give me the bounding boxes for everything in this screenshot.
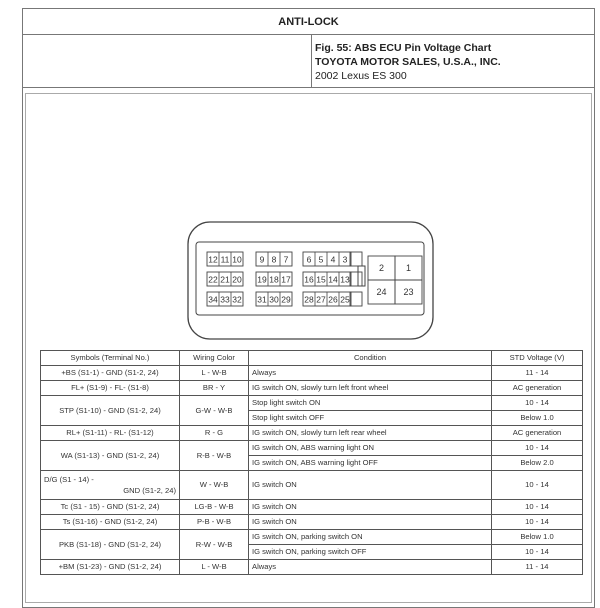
table-row: [41, 471, 583, 500]
condition-cell: IG switch ON, parking switch OFF: [249, 545, 492, 560]
symbol-cell: Tc (S1 - 15) - GND (S1-2, 24): [41, 500, 180, 515]
wiring-cell: G-W - W-B: [180, 396, 249, 426]
pin-number: 20: [232, 274, 242, 285]
condition-cell: IG switch ON: [249, 500, 492, 515]
condition-cell: IG switch ON, parking switch ON: [249, 530, 492, 545]
pin-number: 24: [376, 287, 387, 297]
pin-number: 8: [271, 254, 277, 265]
condition-cell: IG switch ON: [249, 515, 492, 530]
pin-number: 2: [378, 263, 385, 273]
pin-number: 13: [340, 274, 350, 285]
figure-title: Fig. 55: ABS ECU Pin Voltage Chart: [315, 42, 492, 54]
voltage-cell: 10 - 14: [492, 441, 583, 456]
table-row: [41, 366, 583, 381]
pin-number: 9: [259, 254, 265, 265]
pin-number: 3: [342, 254, 348, 265]
col-voltage: STD Voltage (V): [492, 351, 583, 366]
pin-number: 27: [316, 294, 326, 305]
condition-cell: Always: [249, 560, 492, 575]
pin-number: 15: [316, 274, 326, 285]
section-title: ANTI-LOCK: [278, 15, 339, 28]
wiring-cell: LG-B - W-B: [180, 500, 249, 515]
pin-number: 32: [232, 294, 242, 305]
voltage-cell: 10 - 14: [492, 471, 583, 500]
table-row: [41, 560, 583, 575]
voltage-cell: AC generation: [492, 381, 583, 396]
symbol-cell: FL+ (S1-9) - FL- (S1-8): [41, 381, 180, 396]
voltage-cell: 11 - 14: [492, 560, 583, 575]
pin-group: [350, 252, 362, 266]
condition-cell: Stop light switch OFF: [249, 411, 492, 426]
table-row: [41, 515, 583, 530]
condition-cell: IG switch ON, ABS warning light OFF: [249, 456, 492, 471]
table-row: [41, 441, 583, 456]
symbol-cell: +BS (S1-1) - GND (S1-2, 24): [41, 366, 180, 381]
pin-number: 1: [405, 263, 412, 273]
pin-number: 23: [403, 287, 414, 297]
table-row: [41, 500, 583, 515]
symbol-line-2: GND (S1-2, 24): [123, 486, 176, 495]
symbol-line-1: D/G (S1 - 14) -: [44, 475, 94, 484]
wiring-cell: R-B - W-B: [180, 441, 249, 471]
symbol-cell: +BM (S1-23) - GND (S1-2, 24): [41, 560, 180, 575]
condition-cell: Stop light switch ON: [249, 396, 492, 411]
pin-number: 33: [220, 294, 230, 305]
voltage-cell: 10 - 14: [492, 515, 583, 530]
voltage-cell: AC generation: [492, 426, 583, 441]
pin-number: 4: [330, 254, 336, 265]
pin-number: 5: [318, 254, 324, 265]
connector-latch: [358, 266, 365, 286]
voltage-cell: 10 - 14: [492, 545, 583, 560]
pin-number: 6: [306, 254, 312, 265]
pin-number: 12: [208, 254, 218, 265]
pin-number: 22: [208, 274, 218, 285]
col-condition: Condition: [249, 351, 492, 366]
pin-number: 25: [340, 294, 350, 305]
condition-cell: IG switch ON: [249, 471, 492, 500]
symbol-cell: PKB (S1-18) - GND (S1-2, 24): [41, 530, 180, 560]
wiring-cell: L - W-B: [180, 560, 249, 575]
table-row: [41, 530, 583, 545]
col-symbols: Symbols (Terminal No.): [41, 351, 180, 366]
condition-cell: IG switch ON, slowly turn left front wheel: [249, 381, 492, 396]
symbol-cell: RL+ (S1-11) - RL- (S1-12): [41, 426, 180, 441]
pin-number: 7: [283, 254, 289, 265]
pin-voltage-table: [40, 350, 583, 575]
wiring-cell: R - G: [180, 426, 249, 441]
table-row: [41, 426, 583, 441]
condition-cell: IG switch ON, ABS warning light ON: [249, 441, 492, 456]
pin-number: 14: [328, 274, 338, 285]
wiring-cell: R-W - W-B: [180, 530, 249, 560]
wiring-cell: W - W-B: [180, 471, 249, 500]
pin-number: 31: [257, 294, 267, 305]
voltage-cell: 10 - 14: [492, 500, 583, 515]
vehicle-name: 2002 Lexus ES 300: [315, 70, 407, 82]
pin-number: 29: [281, 294, 291, 305]
pin-group: [350, 272, 362, 286]
voltage-cell: 10 - 14: [492, 396, 583, 411]
col-wiring: Wiring Color: [180, 351, 249, 366]
voltage-cell: Below 2.0: [492, 456, 583, 471]
wiring-cell: BR - Y: [180, 381, 249, 396]
condition-cell: Always: [249, 366, 492, 381]
table-row: [41, 396, 583, 411]
table-row: [41, 381, 583, 396]
condition-cell: IG switch ON, slowly turn left rear wheel: [249, 426, 492, 441]
pin-number: 30: [269, 294, 279, 305]
pin-number: 26: [328, 294, 338, 305]
pin-number: 11: [220, 254, 230, 265]
voltage-cell: 11 - 14: [492, 366, 583, 381]
symbol-cell: Ts (S1-16) - GND (S1-2, 24): [41, 515, 180, 530]
pin-number: 19: [257, 274, 267, 285]
voltage-cell: Below 1.0: [492, 411, 583, 426]
voltage-cell: Below 1.0: [492, 530, 583, 545]
pin-number: 34: [208, 294, 218, 305]
wiring-cell: L - W-B: [180, 366, 249, 381]
symbol-cell: STP (S1-10) - GND (S1-2, 24): [41, 396, 180, 426]
symbol-cell: [41, 471, 180, 500]
symbol-cell: WA (S1-13) - GND (S1-2, 24): [41, 441, 180, 471]
pin-number: 21: [220, 274, 230, 285]
wiring-cell: P-B - W-B: [180, 515, 249, 530]
pin-number: 16: [304, 274, 314, 285]
pin-number: 10: [232, 254, 242, 265]
pin-number: 17: [281, 274, 291, 285]
table-header-row: [41, 351, 583, 366]
pin-number: 18: [269, 274, 279, 285]
pin-group: [350, 292, 362, 306]
company-name: TOYOTA MOTOR SALES, U.S.A., INC.: [315, 56, 501, 68]
pin-number: 28: [304, 294, 314, 305]
